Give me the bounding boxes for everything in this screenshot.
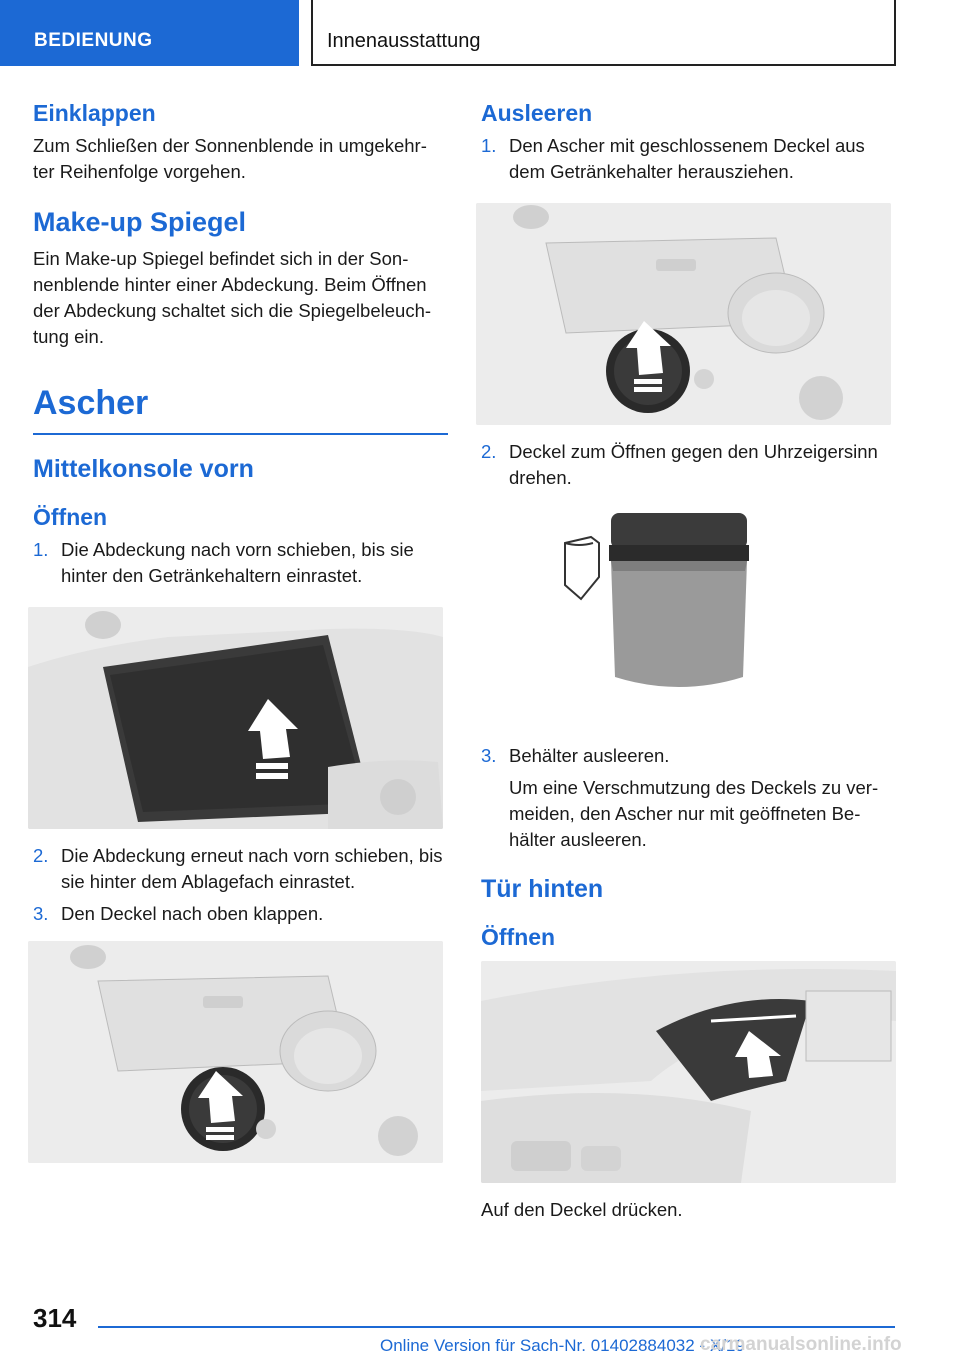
console-cover-image [28, 607, 443, 829]
footer-divider [98, 1326, 895, 1328]
step-number: 3. [33, 903, 49, 924]
right-step-2 [481, 439, 896, 491]
heading-tuer-hinten: Tür hinten [481, 875, 604, 903]
text-makeup: Ein Make-up Spiegel befindet sich in der Son-nenblende hinter einer Abdeckung. Beim Öffnen der Abdeckung schaltet sich die Spiegelbeleuch-tung ein. [33, 248, 432, 347]
step-number: 3. [481, 745, 497, 766]
step-number: 2. [33, 845, 49, 866]
online-version-text: Online Version für Sach-Nr. 01402884032 - X/19 [380, 1336, 745, 1355]
step-text: Den Deckel nach oben klappen. [61, 903, 324, 924]
ashtray-remove-image [476, 203, 891, 425]
step-number: 1. [481, 135, 497, 156]
right-column [481, 100, 896, 1223]
left-step-2 [33, 843, 448, 895]
right-step-1 [481, 133, 896, 185]
heading-mittelkonsole: Mittelkonsole vorn [33, 455, 254, 483]
heading-tuer-oeffnen: Öffnen [481, 924, 556, 950]
ashtray-open-image [28, 941, 443, 1163]
heading-ascher: Ascher [33, 384, 448, 435]
step-text: Die Abdeckung nach vorn schieben, bis sie hinter den Getränkehaltern einrastet. [61, 539, 414, 586]
right-step-3 [481, 743, 896, 769]
heading-einklappen: Einklappen [33, 100, 156, 126]
text-tuer: Auf den Deckel drücken. [481, 1199, 683, 1220]
step-text: Die Abdeckung erneut nach vorn schieben, bis sie hinter dem Ablagefach einrastet. [61, 845, 443, 892]
heading-oeffnen: Öffnen [33, 504, 108, 530]
chapter-tab: BEDIENUNG [0, 0, 299, 66]
left-step-3 [33, 901, 448, 927]
step-text: Deckel zum Öffnen gegen den Uhrzeigersinn drehen. [509, 441, 878, 488]
step-text: Behälter ausleeren. [509, 745, 670, 766]
watermark: carmanualsonline.info [700, 1334, 902, 1355]
left-step-1 [33, 537, 448, 589]
left-column [33, 100, 448, 1163]
page-number: 314 [33, 1303, 77, 1333]
step-number: 1. [33, 539, 49, 560]
section-title: Innenausstattung [311, 0, 896, 66]
ashtray-lid-image [481, 507, 896, 729]
heading-makeup: Make-up Spiegel [33, 207, 247, 237]
door-ashtray-image [481, 961, 896, 1183]
step3-note: Um eine Verschmutzung des Deckels zu ver-meiden, den Ascher nur mit geöffneten Be-hälter ausleeren. [509, 777, 879, 850]
step-number: 2. [481, 441, 497, 462]
text-einklappen: Zum Schließen der Sonnenblende in umgekehr-ter Reihenfolge vorgehen. [33, 135, 427, 182]
step-text: Den Ascher mit geschlossenem Deckel aus dem Getränkehalter herausziehen. [509, 135, 865, 182]
heading-ausleeren: Ausleeren [481, 100, 593, 126]
